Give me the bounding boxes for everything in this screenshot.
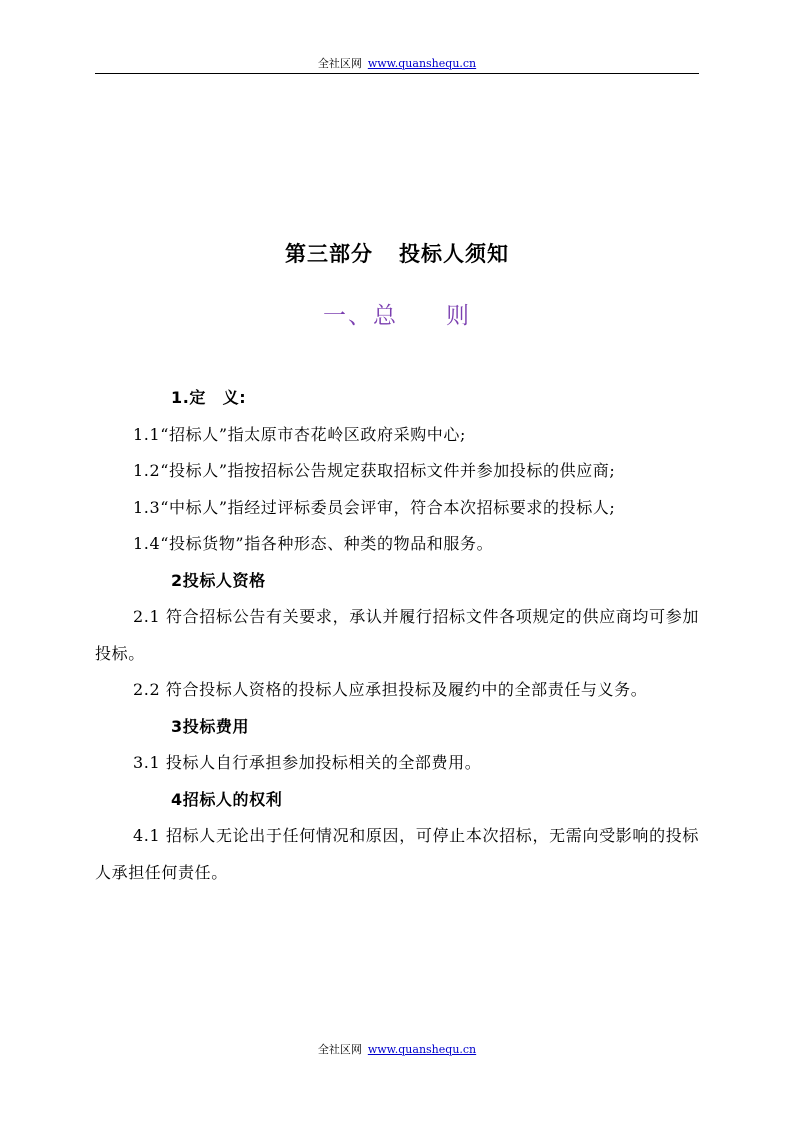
header-site-name: 全社区网 — [317, 57, 362, 70]
clause-heading — [95, 380, 699, 417]
clause-paragraph: 1.4“投标货物”指各种形态、种类的物品和服务。 — [133, 534, 494, 553]
footer-site-link[interactable]: www.quanshequ.cn — [367, 1043, 477, 1056]
clause-paragraph: 1.3“中标人”指经过评标委员会评审，符合本次招标要求的投标人; — [133, 497, 616, 517]
part-title-text: 投标人须知 — [399, 242, 509, 266]
clause-heading-text: 投标人资格 — [182, 570, 266, 590]
page-title — [0, 239, 794, 269]
document-body — [95, 380, 699, 891]
clause-paragraph: 2.2 符合投标人资格的投标人应承担投标及履约中的全部责任与义务。 — [133, 680, 648, 699]
clause-paragraph: 3.1 投标人自行承担参加投标相关的全部费用。 — [133, 753, 482, 772]
footer-site-name: 全社区网 — [317, 1043, 362, 1056]
page-header — [0, 57, 794, 71]
clause-paragraph: 2.1 符合招标公告有关要求，承认并履行招标文件各项规定的供应商均可参加投标。 — [95, 607, 699, 663]
clause-paragraph: 1.1“招标人”指太原市杏花岭区政府采购中心; — [133, 424, 466, 444]
clause-heading — [95, 782, 699, 819]
clause-heading-text: 招标人的权利 — [182, 789, 283, 809]
section-title-prefix: 一、总 — [323, 303, 398, 329]
clause-number: 1. — [171, 388, 190, 407]
clause-heading-text: 定 义: — [189, 388, 247, 407]
section-title — [0, 300, 794, 332]
header-divider — [95, 73, 699, 74]
section-title-suffix: 则 — [446, 303, 471, 329]
clause-number: 2 — [171, 570, 183, 590]
clause-number: 3 — [171, 716, 183, 736]
page-footer — [0, 1043, 794, 1057]
part-label: 第三部分 — [285, 242, 373, 266]
clause-number: 4 — [171, 789, 183, 809]
clause-heading — [95, 709, 699, 746]
clause-paragraph: 1.2“投标人”指按招标公告规定获取招标文件并参加投标的供应商; — [133, 461, 616, 480]
clause-heading-text: 投标费用 — [182, 716, 250, 736]
header-site-link[interactable]: www.quanshequ.cn — [367, 57, 477, 70]
clause-heading — [95, 563, 699, 600]
clause-paragraph: 4.1 招标人无论出于任何情况和原因，可停止本次招标，无需向受影响的投标人承担任何责任。 — [95, 826, 699, 882]
